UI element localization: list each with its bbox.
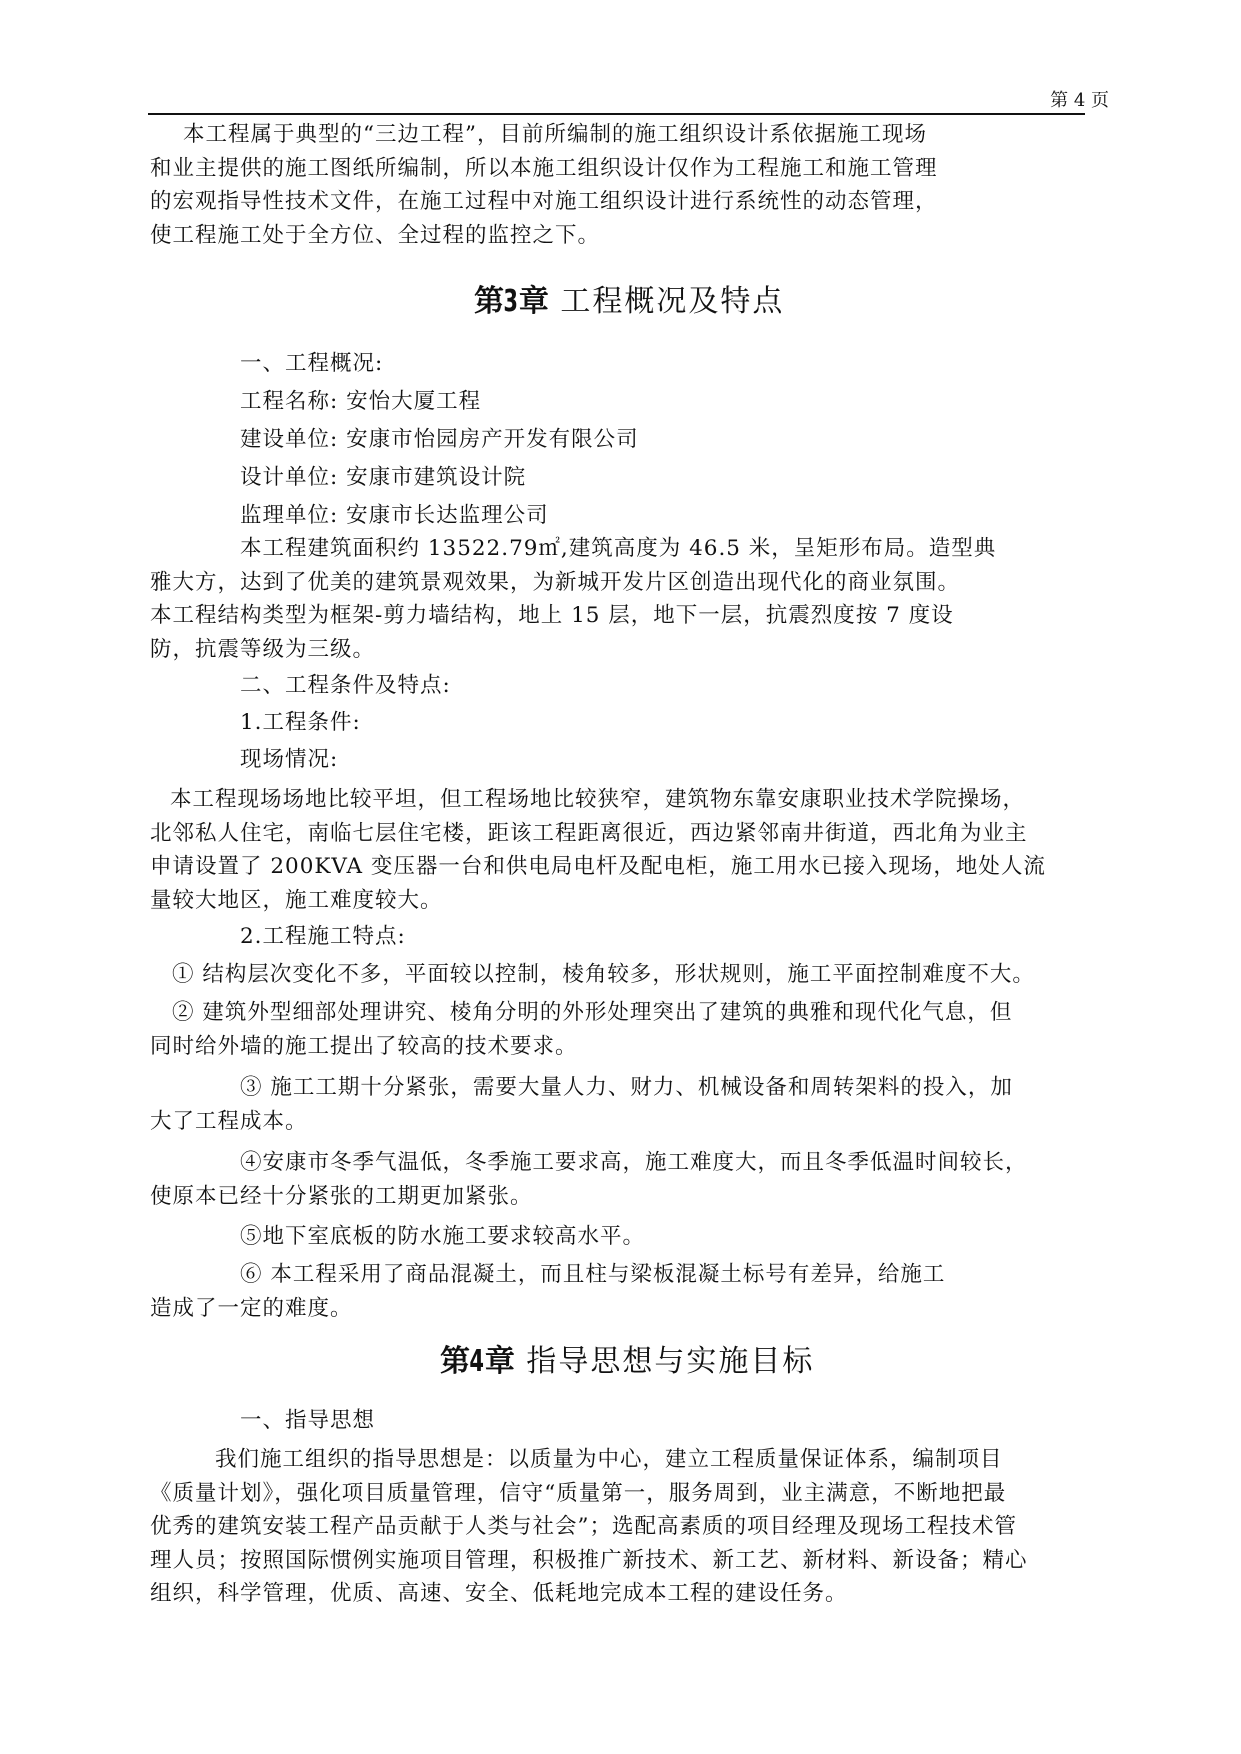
feature-4 [150,1146,1130,1213]
chapter-title: 工程概况及特点 [560,284,785,319]
text-line: 理人员；按照国际惯例实施项目管理，积极推广新技术、新工艺、新材料、新设备；精心 [150,1547,1028,1573]
text-line: ⑥ 本工程采用了商品混凝土，而且柱与梁板混凝土标号有差异，给施工 [240,1262,946,1287]
page-number: 第 4 页 [1050,90,1109,111]
chapter-number: 3 [503,284,520,319]
guidance-heading: 一、指导思想 [240,1408,376,1433]
text-line: 造成了一定的难度。 [150,1295,353,1321]
text-line: 防，抗震等级为三级。 [150,636,376,662]
text-line: 的宏观指导性技术文件，在施工过程中对施工组织设计进行系统性的动态管理， [150,189,938,214]
text-line: 本工程属于典型的“三边工程”，目前所编制的施工组织设计系依据施工现场 [183,122,927,147]
feature-3 [150,1071,1130,1138]
conditions-sub1: 1.工程条件: [240,710,361,735]
chapter-number: 4 [469,1344,486,1379]
feature-5: ⑤地下室底板的防水施工要求较高水平。 [240,1224,646,1249]
text-line: 我们施工组织的指导思想是：以质量为中心，建立工程质量保证体系，编制项目 [215,1447,1003,1472]
feature-2 [150,996,1130,1063]
builder-unit: 建设单位: 安康市怡园房产开发有限公司 [240,427,639,452]
text-line: 北邻私人住宅，南临七层住宅楼，距该工程距离很近，西边紧邻南井街道，西北角为业主 [150,820,1028,846]
text-line: ② 建筑外型细部处理讲究、棱角分明的外形处理突出了建筑的典雅和现代化气息，但 [172,1000,1013,1025]
text-line: 申请设置了 200KVA 变压器一台和供电局电杆及配电柜，施工用水已接入现场，地处人流 [150,854,1046,879]
text-line: 《质量计划》，强化项目质量管理，信守“质量第一，服务周到，业主满意，不断地把最 [150,1480,1007,1506]
chapter-title: 指导思想与实施目标 [526,1344,815,1379]
text-line: 优秀的建筑安装工程产品贡献于人类与社会”；选配高素质的项目经理及现场工程技术管 [150,1514,1017,1539]
chapter-4-heading [440,1336,814,1380]
text-line: 组织，科学管理，优质、高速、安全、低耗地完成本工程的建设任务。 [150,1581,848,1606]
text-line: 和业主提供的施工图纸所编制，所以本施工组织设计仅作为工程施工和施工管理 [150,155,938,181]
project-name: 工程名称: 安怡大厦工程 [240,389,482,414]
text-line: 雅大方，达到了优美的建筑景观效果，为新城开发片区创造出现代化的商业氛围。 [150,569,961,595]
text-line: 同时给外墙的施工提出了较高的技术要求。 [150,1033,578,1059]
chapter-suffix: 章 [518,284,549,319]
text-line: 大了工程成本。 [150,1108,308,1134]
chapter-prefix: 第 [440,1344,470,1379]
supervision-unit: 监理单位: 安康市长达监理公司 [240,503,549,528]
overview-heading: 一、工程概况: [240,351,384,376]
conditions-heading: 二、工程条件及特点: [240,673,451,698]
text-line: 使原本已经十分紧张的工期更加紧张。 [150,1183,533,1209]
feature-6 [150,1258,1130,1325]
intro-paragraph [150,118,1130,252]
overview-description [150,532,1130,666]
conditions-headings [240,667,1220,778]
text-line: 本工程建筑面积约 13522.79㎡,建筑高度为 46.5 米，呈矩形布局。造型典 [240,536,997,561]
guidance-text [150,1443,1130,1611]
text-line: 量较大地区，施工难度较大。 [150,887,443,913]
text-line: 本工程现场场地比较平坦，但工程场地比较狭窄，建筑物东靠安康职业技术学院操场， [170,787,1026,812]
text-line: ③ 施工工期十分紧张，需要大量人力、财力、机械设备和周转架料的投入，加 [240,1075,1013,1100]
features-heading: 2.工程施工特点: [240,924,406,949]
site-heading: 现场情况: [240,747,339,772]
text-line: 使工程施工处于全方位、全过程的监控之下。 [150,222,601,248]
site-description [150,783,1130,917]
feature-1: ① 结构层次变化不多，平面较以控制，棱角较多，形状规则，施工平面控制难度不大。 [172,962,1035,987]
chapter-prefix: 第 [474,284,504,319]
overview-list [240,345,1220,535]
text-line: 本工程结构类型为框架-剪力墙结构，地上 15 层，地下一层，抗震烈度按 7 度设 [150,603,954,628]
chapter-suffix: 章 [484,1344,515,1379]
chapter-3-heading [474,276,784,320]
design-unit: 设计单位: 安康市建筑设计院 [240,465,527,490]
text-line: ④安康市冬季气温低，冬季施工要求高，施工难度大，而且冬季低温时间较长， [240,1150,1028,1175]
header-rule [148,113,1085,115]
